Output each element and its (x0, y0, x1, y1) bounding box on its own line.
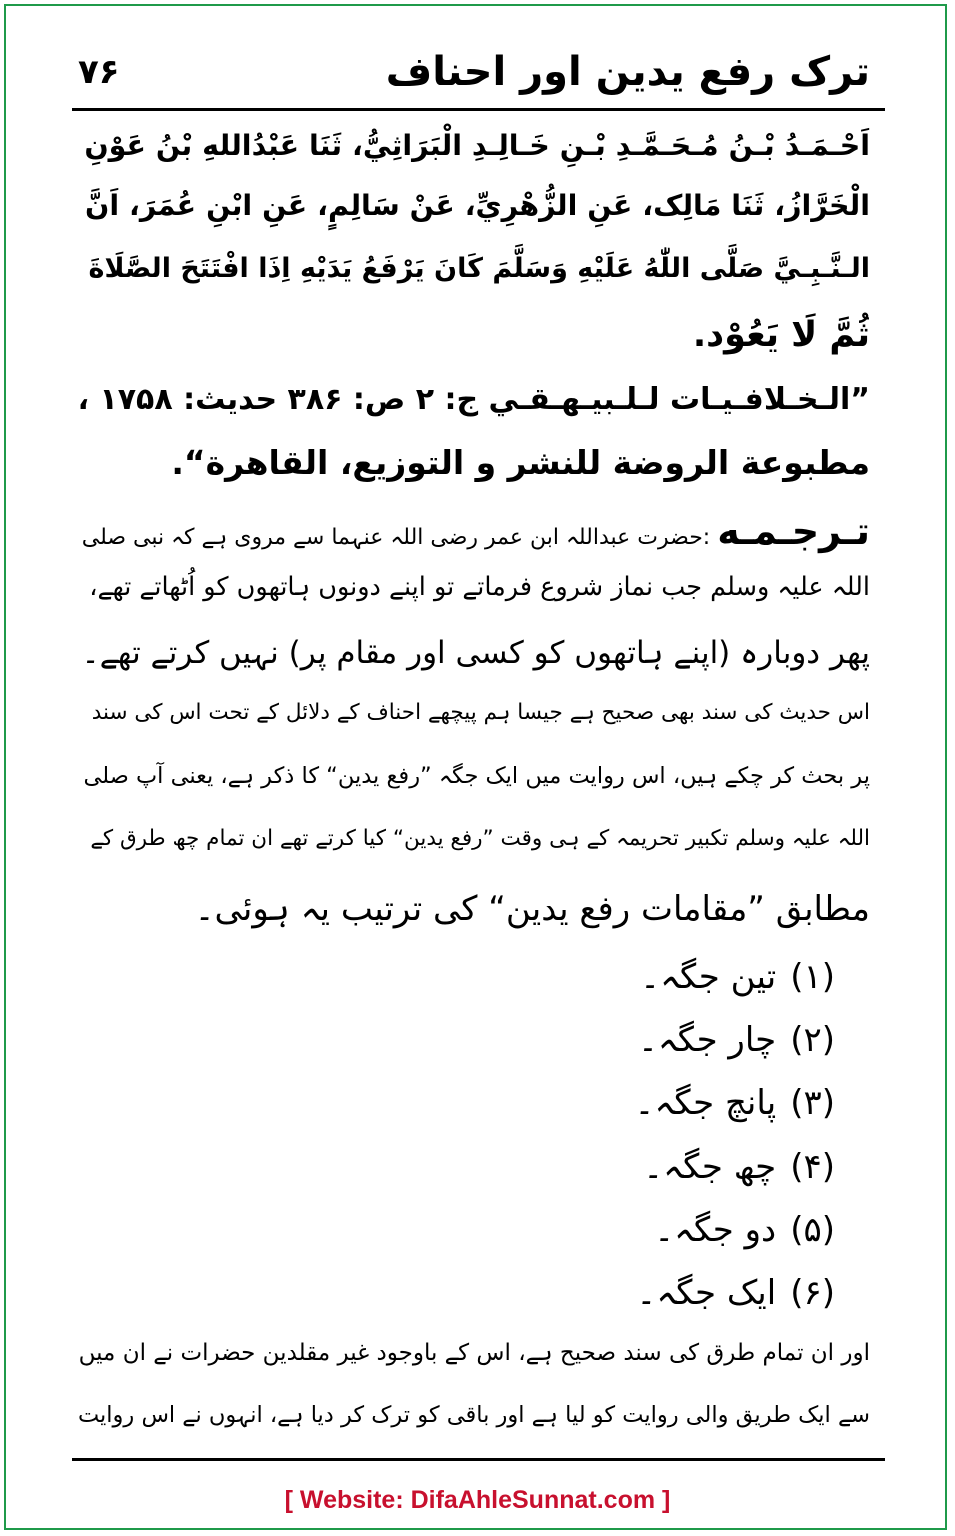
translation-label: تـرجـمـه (717, 509, 870, 553)
paragraph-line: مطابق ”مقامات رفع یدین“ کی ترتیب یہ ہوئی۔ (194, 889, 870, 929)
list-item-number: (۱) (790, 957, 835, 997)
list-item (640, 957, 835, 997)
header-title: ترک رفع یدین اور احناف (385, 49, 870, 95)
list-item-number: (۴) (790, 1147, 835, 1187)
list-item-number: (۲) (790, 1020, 835, 1060)
paragraph-line: اور ان تمام طرق کی سند صحیح ہے، اس کے باوجود غیر مقلدین حضرات نے ان میں (78, 1340, 870, 1366)
footer-divider (72, 1458, 885, 1461)
list-item-number: (۳) (790, 1083, 835, 1123)
list-item-text: ایک جگہ۔ (636, 1273, 777, 1313)
source-reference-line: ”الـخـلافـيـات لـلـبيـهـقـي ج: ۲ ص: ۳۸۶ حديث: ۱۷۵۸ ، (77, 382, 870, 417)
translation-first-line (81, 509, 870, 553)
translation-line: اللہ علیہ وسلم جب نماز شروع فرماتے تو اپنے دونوں ہاتھوں کو اُٹھاتے تھے، (89, 572, 870, 602)
arabic-hadith-line: اَحْـمَـدُ بْـنُ مُـحَـمَّـدِ بْـنِ خَـالِـدِ الْبَرَاثِيُّ، ثَنَا عَبْدُاللهِ بْنُ عَوْنِ (84, 129, 870, 162)
list-item (637, 1020, 835, 1060)
paragraph-line: سے ایک طریق والی روایت کو لیا ہے اور باقی کو ترک کر دیا ہے، انہوں نے اس روایت (77, 1402, 870, 1428)
list-item-text: چھ جگہ۔ (643, 1147, 777, 1187)
page-number: ۷۶ (78, 52, 120, 92)
list-item (634, 1083, 835, 1123)
list-item (643, 1147, 835, 1187)
list-item (636, 1273, 835, 1313)
paragraph-line: اس حدیث کی سند بھی صحیح ہے جیسا ہم پیچھے احناف کے دلائل کے تحت اس کی سند (91, 700, 870, 725)
list-item (654, 1210, 835, 1250)
arabic-hadith-line: ثُمَّ لَا يَعُوْد. (692, 315, 870, 355)
list-item-text: تین جگہ۔ (640, 957, 777, 997)
list-item-number: (۶) (790, 1273, 835, 1313)
source-reference-line: مطبوعة الروضة للنشر و التوزيع، القاهرة“. (171, 443, 870, 482)
paragraph-line: اللہ علیہ وسلم تکبیر تحریمہ کے ہی وقت ”رفع یدین“ کیا کرتے تھے ان تمام چھ طرق کے (90, 826, 870, 851)
list-item-number: (۵) (790, 1210, 835, 1250)
website-link[interactable]: [ Website: DifaAhleSunnat.com ] (284, 1486, 671, 1514)
arabic-hadith-line: الْخَرَّازُ، ثَنَا مَالِک، عَنِ الزُّهْرِيِّ، عَنْ سَالِمٍ، عَنِ ابْنِ عُمَرَ، اَنَّ (85, 189, 870, 222)
header-divider (72, 108, 885, 111)
list-item-text: چار جگہ۔ (637, 1020, 777, 1060)
translation-text: :حضرت عبداللہ ابن عمر رضی اللہ عنہما سے مروی ہے کہ نبی صلی (81, 525, 711, 550)
list-item-text: دو جگہ۔ (654, 1210, 777, 1250)
arabic-hadith-line: الـنَّـبِـيَّ صَلَّى اللّٰهُ عَلَيْهِ وَسَلَّمَ كَانَ يَرْفَعُ يَدَيْهِ اِذَا افْتَتَحَ الصَّلَاةَ (88, 253, 870, 284)
list-item-text: پانچ جگہ۔ (634, 1083, 777, 1123)
translation-line: پھر دوبارہ (اپنے ہاتھوں کو کسی اور مقام پر) نہیں کرتے تھے۔ (81, 635, 870, 671)
paragraph-line: پر بحث کر چکے ہیں، اس روایت میں ایک جگہ ”رفع یدین“ کا ذکر ہے، یعنی آپ صلی (83, 763, 870, 789)
